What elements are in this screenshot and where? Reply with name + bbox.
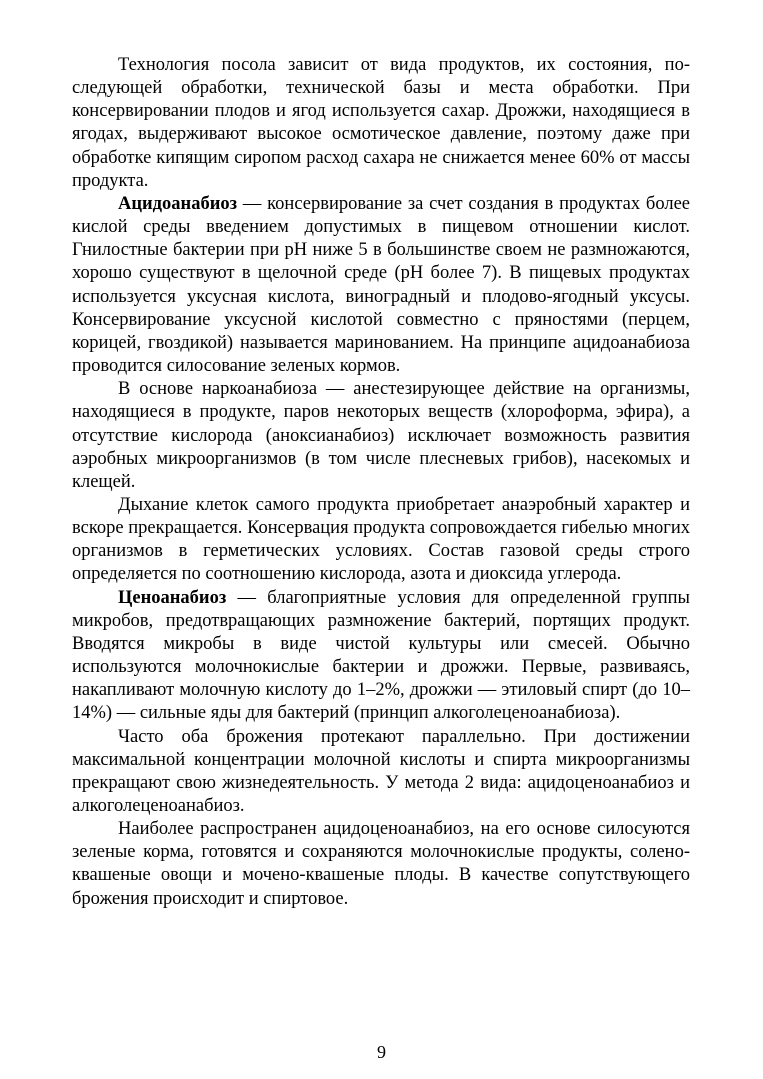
page-body: [72, 54, 690, 911]
term-acidoanabiosis: Ацидоанабиоз: [118, 193, 238, 214]
paragraph-narcoanabiosis: [72, 378, 690, 494]
paragraph-salting: [72, 54, 690, 193]
paragraph-fermentation: [72, 726, 690, 819]
paragraph-text: — консервирование за счет создания в продуктах более кислой среды введением допустимых в пищевом отношении кислот. Гнилостные бактерии при pH ниже 5 в большинстве своем не размножаются, хорошо существуют в щелочной среде (pH более 7). В пищевых продуктах используется уксусная кислота, виноградный и плодово-ягодный уксусы. Консервирование уксусной кислотой совместно с пряностями (перцем, корицей, гвоздикой) называется маринованием. На принципе ацидоанабиоза проводится силосование зеленых кормов.: [72, 193, 690, 377]
paragraph-text: — благоприятные условия для определенной группы микробов, предотвращающих размножение бактерий, портящих продукт. Вводятся микробы в виде чистой культуры или смесей. Обычно используются молочнокислые бактерии и дрожжи. Первые, развиваясь, накапливают молочную кислоту до 1–2%, дрожжи — этиловый спирт (до 10–14%) — сильные яды для бактерий (принцип алкоголеценоанабиоза).: [72, 587, 690, 724]
paragraph-text: Наиболее распространен ацидоценоанабиоз, на его основе силосуются зеленые корма, готовятся и сохраняются молочнокислые продукты, солено-квашеные овощи и мочено-квашеные плоды. В качестве сопутствующего брожения происходит и спиртовое.: [72, 819, 690, 909]
paragraph-acidoanabiosis: [72, 193, 690, 378]
paragraph-acidocenoanabiosis: [72, 818, 690, 911]
term-cenoanabiosis: Ценоанабиоз: [118, 587, 227, 608]
paragraph-cell-respiration: [72, 494, 690, 587]
paragraph-cenoanabiosis: [72, 587, 690, 726]
paragraph-text: Часто оба брожения протекают параллельно. При достижении максимальной концентрации молочной кислоты и спирта микроорганизмы прекращают свою жизнедеятельность. У метода 2 вида: ацидоценоанабиоз и алкоголеценоанабиоз.: [72, 726, 690, 816]
paragraph-text: В основе наркоанабиоза — анестезирующее действие на организмы, находящиеся в продукте, паров некоторых веществ (хлороформа, эфира), а отсутствие кислорода (аноксианабиоз) исключает возможность развития аэробных микроорганизмов (в том числе плесневых грибов), насекомых и клещей.: [72, 379, 690, 492]
page-number: 9: [377, 1042, 386, 1062]
paragraph-text: Дыхание клеток самого продукта приобретает анаэробный характер и вскоре прекращается. Консервация продукта сопровождается гибелью многих организмов в герметических условиях. Состав газовой среды строго определяется по соотношению кислорода, азота и диоксида углерода.: [72, 494, 690, 585]
paragraph-text: Технология посола зависит от вида продуктов, их состояния, последующей обработки, технической базы и места обработки. При консервировании плодов и ягод используется сахар. Дрожжи, находящиеся в ягодах, выдерживают высокое осмотическое давление, поэтому даже при обработке кипящим сиропом расход сахара не снижается менее 60% от массы продукта.: [72, 55, 690, 191]
